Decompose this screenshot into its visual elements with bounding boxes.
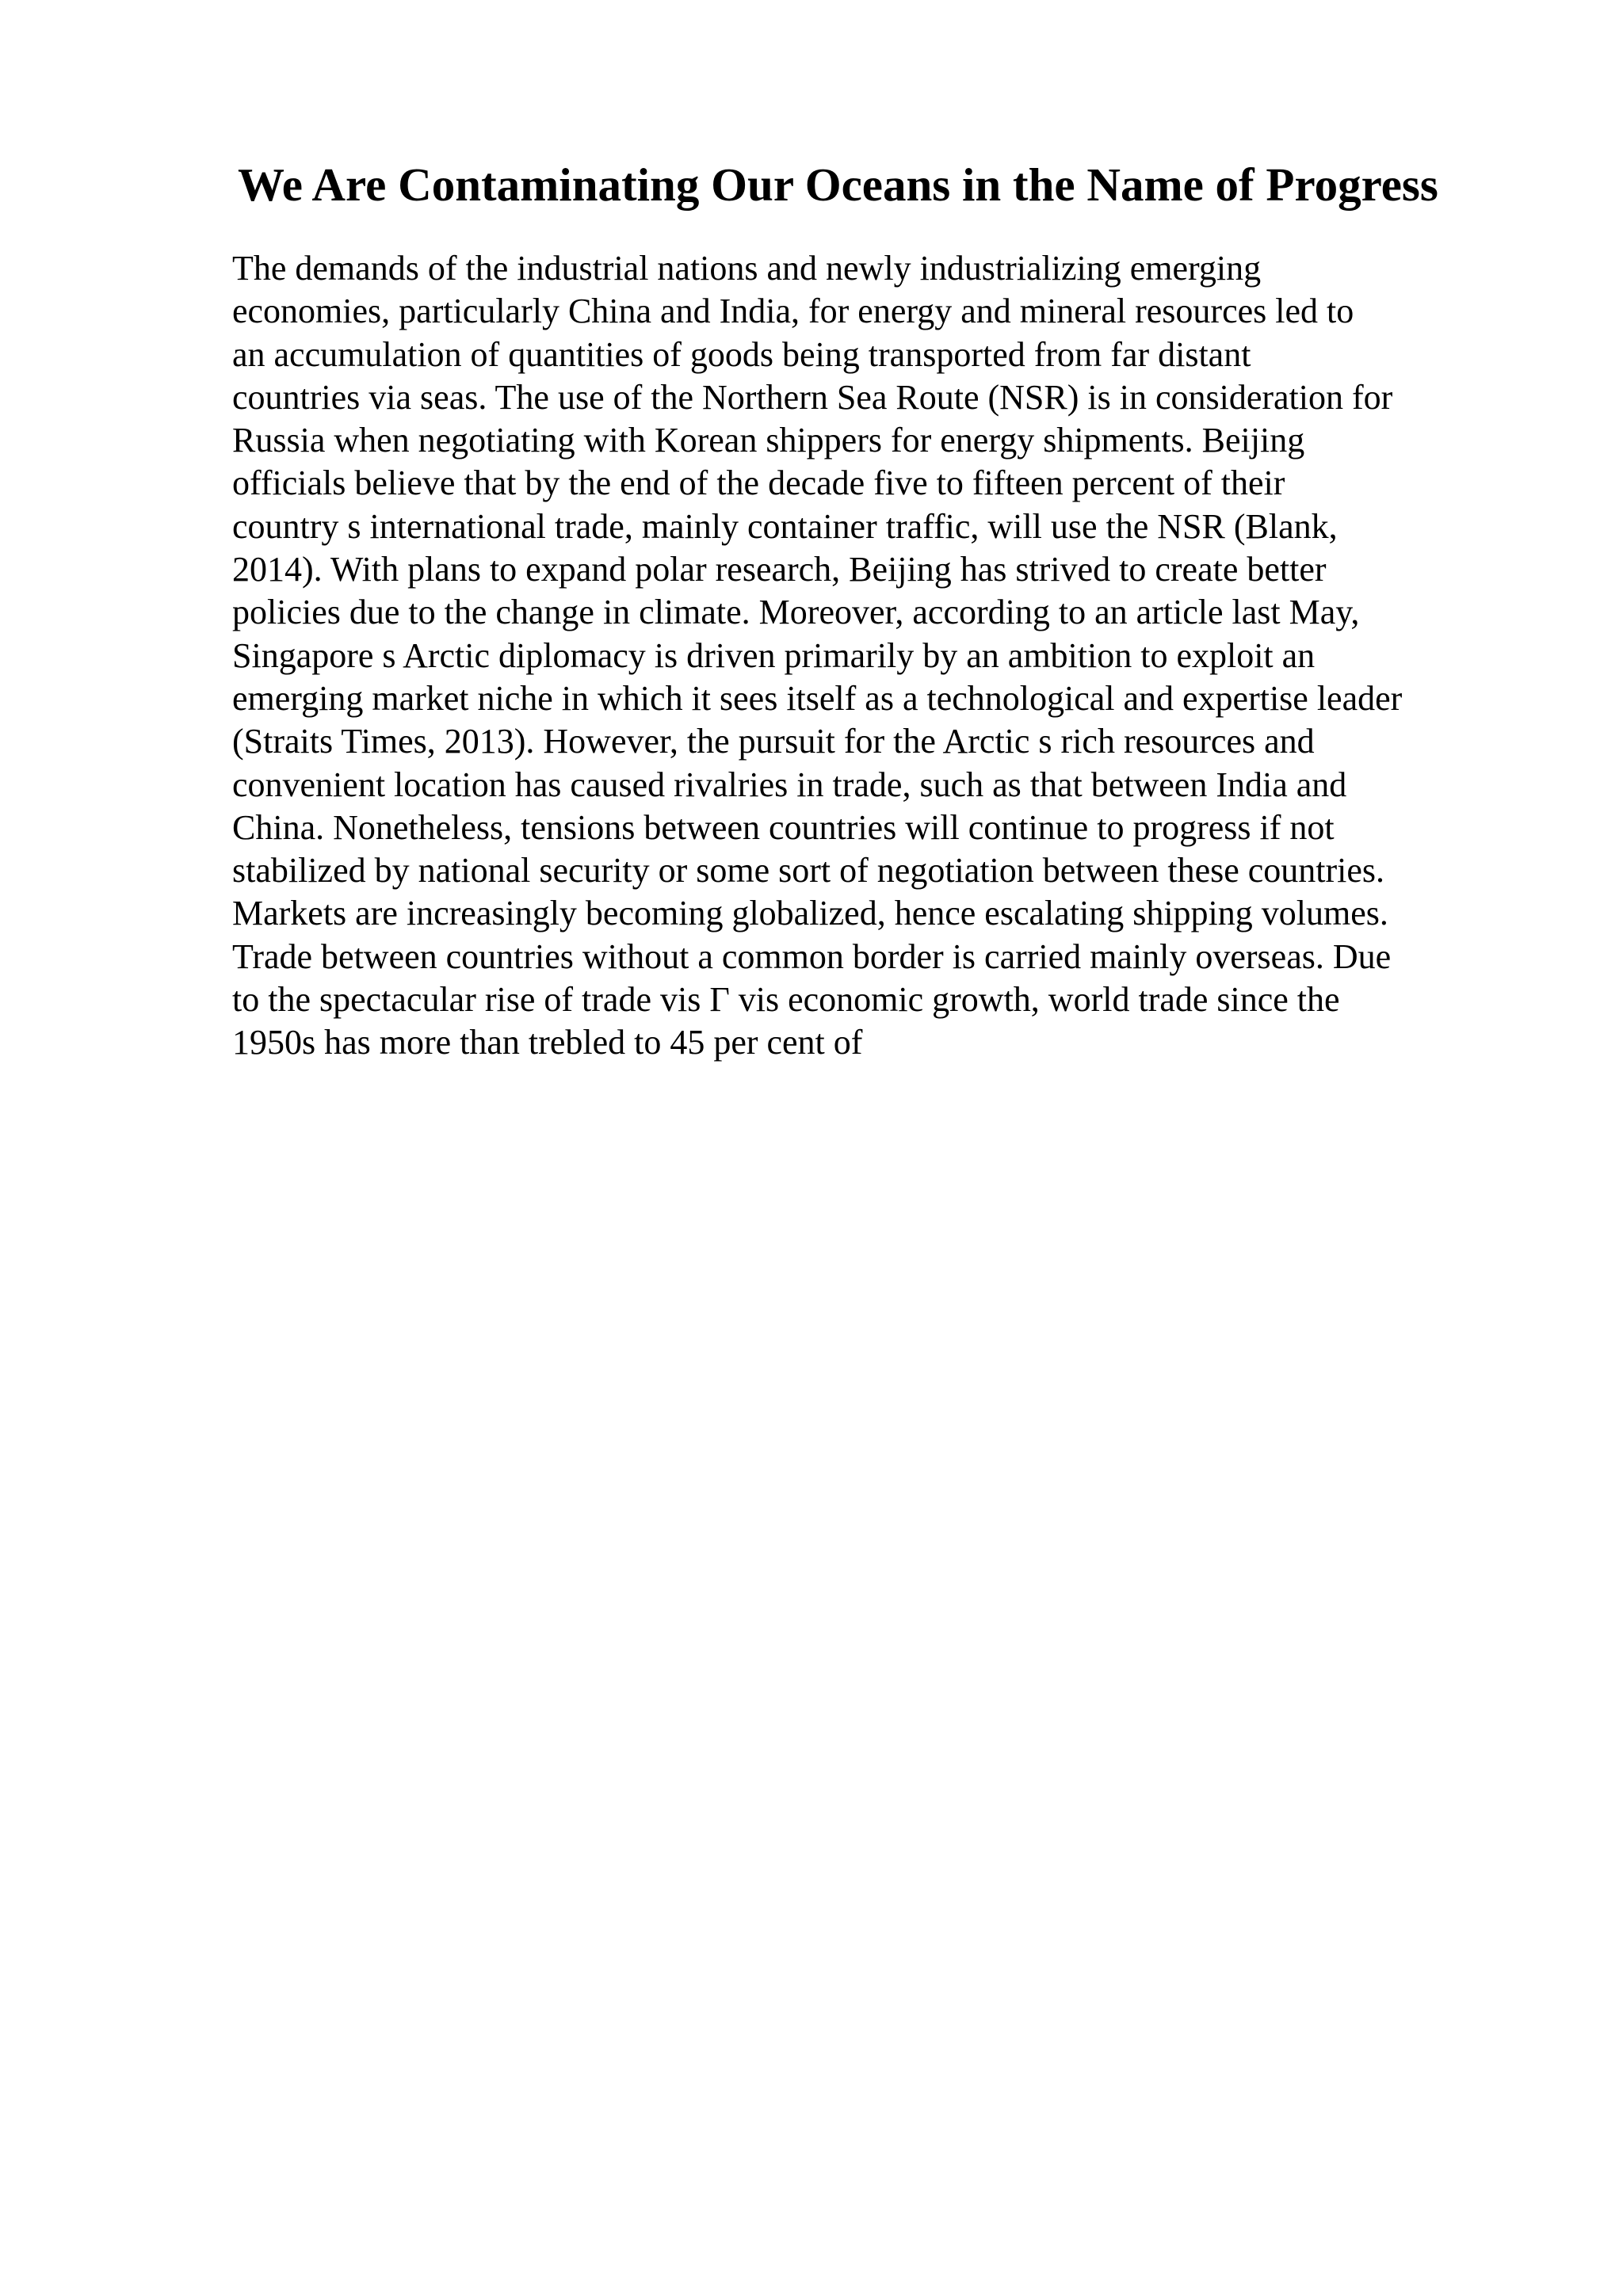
- text-line: 1950s has more than trebled to 45 per cent of: [232, 1023, 863, 1062]
- text-line: Russia when negotiating with Korean shippers for energy shipments. Beijing: [232, 421, 1305, 460]
- text-line: policies due to the change in climate. Moreover, according to an article last May,: [232, 593, 1360, 632]
- text-line: Singapore s Arctic diplomacy is driven primarily by an ambition to exploit an: [232, 635, 1316, 675]
- text-line: Markets are increasingly becoming globalized, hence escalating shipping volumes.: [232, 894, 1388, 933]
- text-line: China. Nonetheless, tensions between countries will continue to progress if not: [232, 807, 1335, 847]
- text-line: convenient location has caused rivalries in trade, such as that between India and: [232, 765, 1347, 804]
- text-line: officials believe that by the end of the decade five to fifteen percent of their: [232, 463, 1285, 503]
- text-line: economies, particularly China and India, for energy and mineral resources led to: [232, 292, 1354, 331]
- body-paragraph: [232, 247, 1579, 1065]
- text-line: an accumulation of quantities of goods being transported from far distant: [232, 334, 1251, 374]
- text-line: stabilized by national security or some sort of negotiation between these countries.: [232, 851, 1385, 891]
- text-line: to the spectacular rise of trade vis Γ vis economic growth, world trade since the: [232, 980, 1340, 1020]
- text-line: country s international trade, mainly container traffic, will use the NSR (Blank,: [232, 506, 1338, 546]
- text-line: (Straits Times, 2013). However, the pursuit for the Arctic s rich resources and: [232, 722, 1315, 761]
- document-title: We Are Contaminating Our Oceans in the Name of Progress: [238, 158, 1438, 211]
- text-line: countries via seas. The use of the Northern Sea Route (NSR) is in consideration for: [232, 377, 1393, 417]
- text-line: emerging market niche in which it sees itself as a technological and expertise leader: [232, 678, 1403, 718]
- text-line: Trade between countries without a common border is carried mainly overseas. Due: [232, 936, 1392, 976]
- text-line: 2014). With plans to expand polar research, Beijing has strived to create better: [232, 550, 1327, 589]
- text-line: The demands of the industrial nations and newly industrializing emerging: [232, 249, 1262, 288]
